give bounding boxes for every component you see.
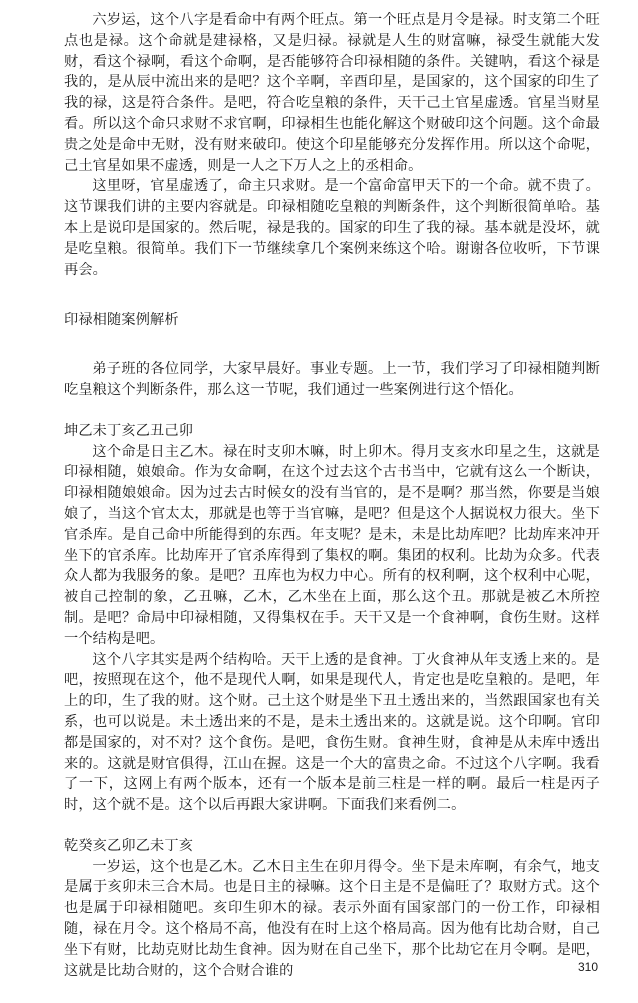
paragraph: 弟子班的各位同学，大家早晨好。事业专题。上一节，我们学习了印禄相随判断吃皇粮这个判断条件，那么这一节呢，我们通过一些案例进行这个悟化。 — [64, 361, 600, 398]
paragraph: 这个八字其实是两个结构哈。天干上透的是食神。丁火食神从年支透上来的。是吧，按照现在这个，他不是现代人啊，如果是现代人，肯定也是吃皇粮的。是吧，年上的印，生了我的财。这个财。己土这个财是坐下丑土透出来的，当然跟国家也有关系，也可以说是。未土透出来的不是，是未土透出来的。这就是说。这个印啊。官印都是国家的，对不对？这个食伤。是吧，食伤生财。食神生财，食神是从未库中透出来的。这就是财官俱得，江山在握。这是一个大的富贵之命。不过这个八字啊。我看了一下，这网上有两个版本，还有一个版本是前三柱是一样的啊。最后一柱是丙子时，这个就不是。这个以后再跟大家讲啊。下面我们来看例二。 — [64, 651, 600, 814]
spacer — [64, 816, 600, 836]
spacer — [64, 280, 600, 310]
paragraph: 一岁运，这个也是乙木。乙木日主生在卯月得令。坐下是未库啊，有余气，地支是属于亥卯未三合木局。也是日主的禄嘛。这个日主是不是偏旺了？取财方式。这个也是属于印禄相随吧。亥印生卯木的禄。表示外面有国家部门的一份工作，印禄相随，禄在月令。这个格局不高，他没有在时上这个格局高。因为他有比劫合财，自己坐下有财，比劫克财比劫生食神。因为财在自己坐下，那个比劫它在月令啊。是吧，这就是比劫合财的，这个合财合谁的 — [64, 858, 600, 979]
paragraph: 这里呀，官星虚透了，命主只求财。是一个富命富甲天下的一个命。就不贵了。这节课我们讲的主要内容就是。印禄相随吃皇粮的判断条件，这个判断很简单哈。基本上是说印是国家的。然后呢，禄是我的。国家的印生了我的禄。基本就是没坏，就是吃皇粮。很简单。我们下一节继续拿几个案例来练这个哈。谢谢各位收听，下节课再会。 — [64, 178, 600, 278]
paragraph: 六岁运，这个八字是看命中有两个旺点。第一个旺点是月令是禄。时支第二个旺点也是禄。这个命就是建禄格，又是归禄。禄就是人生的财富嘛，禄受生就能大发财，看这个禄啊，看这个命啊，是否能够符合印禄相随的条件。关键呐，看这个禄是我的，是从辰中流出来的是吧？这个辛啊，辛酉印星，是国家的，这个国家的印生了我的禄，这是符合条件。是吧，符合吃皇粮的条件，天干己土官星虚透。官星当财星看。所以这个命只求财不求官啊，印禄相生也能化解这个财破印这个问题。这个命最贵之处是命中无财，没有财来破印。使这个印星能够充分发挥作用。所以这个命呢，己土官星如果不虚透，则是一人之下万人之上的丞相命。 — [64, 12, 600, 174]
spacer — [64, 331, 600, 359]
section-heading: 印禄相随案例解析 — [64, 312, 179, 329]
section-heading: 坤乙未丁亥乙丑己卯 — [64, 422, 194, 439]
paragraph: 这个命是日主乙木。禄在时支卯木嘛，时上卯木。得月支亥水印星之生，这就是印禄相随，娘娘命。作为女命啊，在这个过去这个古书当中，它就有这么一个断诀，印禄相随娘娘命。因为过去古时候女的没有当官的，是不是啊？那当然，你要是当娘娘了，当这个官太太，那就是也等于当官嘛，是吧？但是这个人据说权力很大。坐下官杀库。是自己命中所能得到的东西。年支呢？是未，未是比劫库吧？比劫库来冲开坐下的官杀库。比劫库开了官杀库得到了集权的啊。集团的权利。比劫为众多。代表众人都为我服务的象。是吧？丑库也为权力中心。所有的权利啊，这个权利中心呢，被自己控制的象，乙丑嘛，乙木，乙木坐在上面，那么这个丑。那就是被乙木所控制。是吧？命局中印禄相随，又得集权在手。天干又是一个食神啊，食伤生财。这样一个结构是吧。 — [64, 443, 600, 647]
page-number: 310 — [577, 960, 598, 974]
section-heading: 乾癸亥乙卯乙未丁亥 — [64, 837, 194, 854]
spacer — [64, 401, 600, 421]
